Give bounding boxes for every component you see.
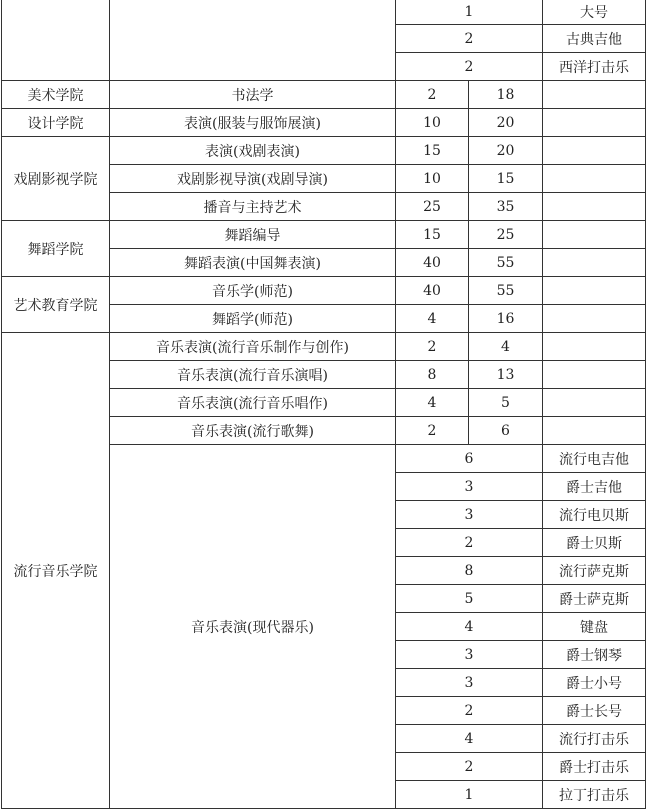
major-cell: 音乐表演(流行音乐演唱) <box>110 361 396 389</box>
major-cell: 戏剧影视导演(戏剧导演) <box>110 165 396 193</box>
quota-cell: 4 <box>396 725 543 753</box>
instrument-cell <box>543 221 646 249</box>
quota-cell: 3 <box>396 669 543 697</box>
major-cell: 书法学 <box>110 81 396 109</box>
instrument-cell: 爵士萨克斯 <box>543 585 646 613</box>
instrument-cell: 爵士贝斯 <box>543 529 646 557</box>
quota-b-cell: 55 <box>469 249 543 277</box>
college-cell: 舞蹈学院 <box>2 221 110 277</box>
quota-b-cell: 55 <box>469 277 543 305</box>
instrument-cell <box>543 277 646 305</box>
quota-cell: 8 <box>396 557 543 585</box>
college-cell <box>2 0 110 81</box>
quota-cell: 2 <box>396 53 543 81</box>
instrument-cell <box>543 417 646 445</box>
quota-b-cell: 25 <box>469 221 543 249</box>
quota-cell: 4 <box>396 613 543 641</box>
instrument-cell: 古典吉他 <box>543 25 646 53</box>
instrument-cell: 爵士吉他 <box>543 473 646 501</box>
quota-a-cell: 40 <box>396 249 469 277</box>
enrollment-table <box>1 0 646 809</box>
table-row <box>2 81 646 109</box>
major-cell: 表演(服装与服饰展演) <box>110 109 396 137</box>
major-cell: 舞蹈学(师范) <box>110 305 396 333</box>
major-cell: 音乐表演(流行音乐制作与创作) <box>110 333 396 361</box>
quota-b-cell: 13 <box>469 361 543 389</box>
instrument-cell: 爵士长号 <box>543 697 646 725</box>
instrument-cell <box>543 193 646 221</box>
quota-cell: 3 <box>396 641 543 669</box>
major-cell: 音乐表演(流行歌舞) <box>110 417 396 445</box>
table-row <box>2 0 646 25</box>
major-cell: 舞蹈表演(中国舞表演) <box>110 249 396 277</box>
quota-b-cell: 6 <box>469 417 543 445</box>
major-cell: 音乐学(师范) <box>110 277 396 305</box>
instrument-cell <box>543 389 646 417</box>
quota-a-cell: 15 <box>396 221 469 249</box>
college-cell: 设计学院 <box>2 109 110 137</box>
quota-cell: 3 <box>396 473 543 501</box>
quota-cell: 1 <box>396 781 543 809</box>
quota-b-cell: 20 <box>469 137 543 165</box>
instrument-cell: 流行萨克斯 <box>543 557 646 585</box>
instrument-cell <box>543 361 646 389</box>
table-row <box>2 333 646 361</box>
quota-cell: 2 <box>396 25 543 53</box>
quota-a-cell: 4 <box>396 389 469 417</box>
instrument-cell: 爵士打击乐 <box>543 753 646 781</box>
instrument-cell <box>543 165 646 193</box>
instrument-cell: 大号 <box>543 0 646 25</box>
major-cell: 音乐表演(流行音乐唱作) <box>110 389 396 417</box>
major-cell: 表演(戏剧表演) <box>110 137 396 165</box>
table-row <box>2 137 646 165</box>
quota-b-cell: 18 <box>469 81 543 109</box>
college-cell: 艺术教育学院 <box>2 277 110 333</box>
college-cell: 流行音乐学院 <box>2 333 110 809</box>
instrument-cell <box>543 249 646 277</box>
quota-a-cell: 2 <box>396 417 469 445</box>
quota-a-cell: 4 <box>396 305 469 333</box>
quota-a-cell: 25 <box>396 193 469 221</box>
quota-cell: 1 <box>396 0 543 25</box>
instrument-cell <box>543 109 646 137</box>
quota-cell: 6 <box>396 445 543 473</box>
quota-b-cell: 35 <box>469 193 543 221</box>
table-row <box>2 277 646 305</box>
major-cell: 音乐表演(现代器乐) <box>110 445 396 809</box>
instrument-cell <box>543 81 646 109</box>
quota-cell: 2 <box>396 697 543 725</box>
quota-b-cell: 20 <box>469 109 543 137</box>
quota-cell: 2 <box>396 529 543 557</box>
instrument-cell: 西洋打击乐 <box>543 53 646 81</box>
quota-b-cell: 15 <box>469 165 543 193</box>
instrument-cell: 流行打击乐 <box>543 725 646 753</box>
quota-a-cell: 2 <box>396 81 469 109</box>
quota-b-cell: 5 <box>469 389 543 417</box>
quota-a-cell: 8 <box>396 361 469 389</box>
quota-cell: 3 <box>396 501 543 529</box>
instrument-cell: 流行电贝斯 <box>543 501 646 529</box>
college-cell: 美术学院 <box>2 81 110 109</box>
quota-a-cell: 2 <box>396 333 469 361</box>
major-cell <box>110 0 396 81</box>
college-cell: 戏剧影视学院 <box>2 137 110 221</box>
quota-a-cell: 10 <box>396 165 469 193</box>
quota-a-cell: 10 <box>396 109 469 137</box>
instrument-cell: 爵士小号 <box>543 669 646 697</box>
instrument-cell: 键盘 <box>543 613 646 641</box>
quota-a-cell: 15 <box>396 137 469 165</box>
instrument-cell: 流行电吉他 <box>543 445 646 473</box>
quota-cell: 2 <box>396 753 543 781</box>
quota-b-cell: 16 <box>469 305 543 333</box>
major-cell: 舞蹈编导 <box>110 221 396 249</box>
major-cell: 播音与主持艺术 <box>110 193 396 221</box>
instrument-cell: 爵士钢琴 <box>543 641 646 669</box>
instrument-cell <box>543 333 646 361</box>
table-row <box>2 221 646 249</box>
table-row <box>2 109 646 137</box>
instrument-cell: 拉丁打击乐 <box>543 781 646 809</box>
instrument-cell <box>543 137 646 165</box>
instrument-cell <box>543 305 646 333</box>
quota-a-cell: 40 <box>396 277 469 305</box>
quota-b-cell: 4 <box>469 333 543 361</box>
quota-cell: 5 <box>396 585 543 613</box>
